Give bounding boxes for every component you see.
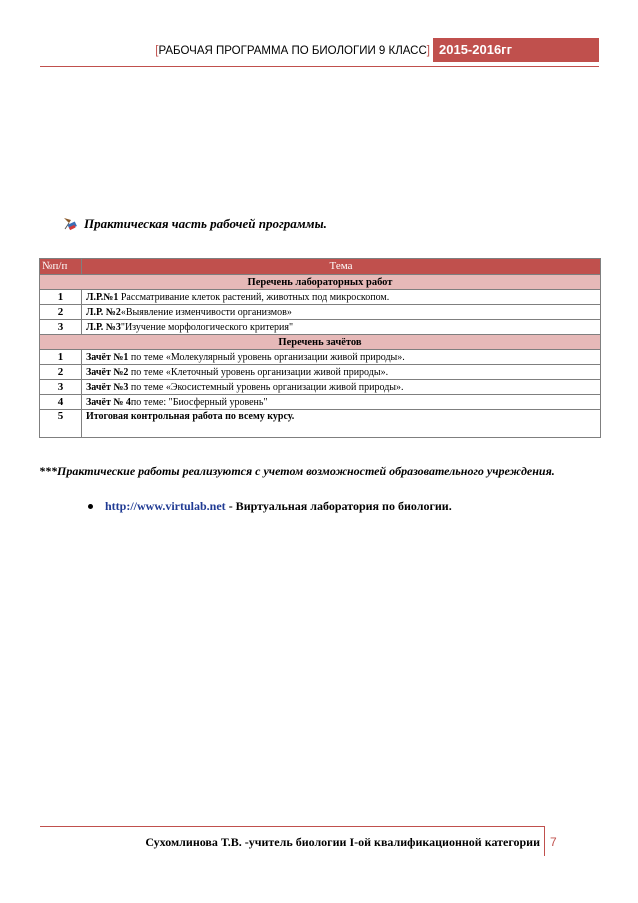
row-label: Л.Р.№1 xyxy=(86,291,119,303)
column-header-number: №п/п xyxy=(40,259,82,275)
row-topic xyxy=(82,305,601,320)
header-bracket-open: [ xyxy=(155,45,159,57)
page-number: 7 xyxy=(550,835,557,849)
footer-page-divider xyxy=(544,826,545,856)
table-row xyxy=(40,305,601,320)
footer-author: Сухомлинова Т.В. -учитель биологии I-ой квалификационной категории xyxy=(145,835,540,849)
row-text: по теме «Экосистемный уровень организации живой природы». xyxy=(128,381,404,393)
row-number: 4 xyxy=(40,395,82,410)
row-topic xyxy=(82,320,601,335)
row-text: «Выявление изменчивости организмов» xyxy=(120,306,292,318)
footer-divider xyxy=(40,826,545,827)
row-label: Зачёт №2 xyxy=(86,366,129,378)
column-header-topic: Тема xyxy=(82,259,601,275)
row-topic xyxy=(82,410,601,438)
table-row xyxy=(40,290,601,305)
table-row xyxy=(40,365,601,380)
link-description: - Виртуальная лаборатория по биологии. xyxy=(225,499,452,513)
row-topic xyxy=(82,395,601,410)
header-bracket-close: ] xyxy=(426,45,430,57)
row-text: Рассматривание клеток растений, животных под микроскопом. xyxy=(118,291,390,303)
table-row xyxy=(40,350,601,365)
row-label: Зачёт № 4 xyxy=(86,396,131,408)
pushpin-bullet-icon xyxy=(63,217,77,231)
table-row xyxy=(40,410,601,438)
row-number: 3 xyxy=(40,320,82,335)
row-topic xyxy=(82,290,601,305)
row-label: Л.Р. №3 xyxy=(86,321,121,333)
table-row xyxy=(40,320,601,335)
section-title-labs: Перечень лабораторных работ xyxy=(40,275,601,290)
row-label: Л.Р. №2 xyxy=(86,306,121,318)
table-row xyxy=(40,395,601,410)
table-header-row xyxy=(40,259,601,275)
round-bullet-icon xyxy=(88,504,93,509)
practical-work-table xyxy=(39,258,601,438)
header-title-text: РАБОЧАЯ ПРОГРАММА ПО БИОЛОГИИ 9 КЛАСС xyxy=(158,45,427,57)
row-label: Итоговая контрольная работа по всему курсу. xyxy=(86,411,295,422)
row-number: 1 xyxy=(40,290,82,305)
section-row-labs xyxy=(40,275,601,290)
row-topic xyxy=(82,365,601,380)
section-title-tests: Перечень зачётов xyxy=(40,335,601,350)
row-number: 2 xyxy=(40,365,82,380)
row-number: 1 xyxy=(40,350,82,365)
row-text: по теме: "Биосферный уровень" xyxy=(130,396,268,408)
header-year: 2015-2016гг xyxy=(433,38,599,62)
row-text: по теме «Клеточный уровень организации живой природы». xyxy=(128,366,389,378)
section-row-tests xyxy=(40,335,601,350)
table-row xyxy=(40,380,601,395)
row-number: 5 xyxy=(40,410,82,438)
row-number: 3 xyxy=(40,380,82,395)
row-topic xyxy=(82,350,601,365)
row-label: Зачёт №1 xyxy=(86,351,129,363)
practical-work-note: ***Практические работы реализуются с учетом возможностей образовательного учреждения. xyxy=(39,464,555,478)
row-topic xyxy=(82,380,601,395)
virtulab-link[interactable]: http://www.virtulab.net xyxy=(105,499,226,513)
row-number: 2 xyxy=(40,305,82,320)
header-divider xyxy=(40,66,599,67)
row-text: "Изучение морфологического критерия" xyxy=(120,321,294,333)
practical-part-heading: Практическая часть рабочей программы. xyxy=(84,216,327,231)
header-title xyxy=(100,40,430,62)
row-text: по теме «Молекулярный уровень организации живой природы». xyxy=(128,351,405,363)
resource-list-item xyxy=(88,499,452,514)
row-label: Зачёт №3 xyxy=(86,381,129,393)
